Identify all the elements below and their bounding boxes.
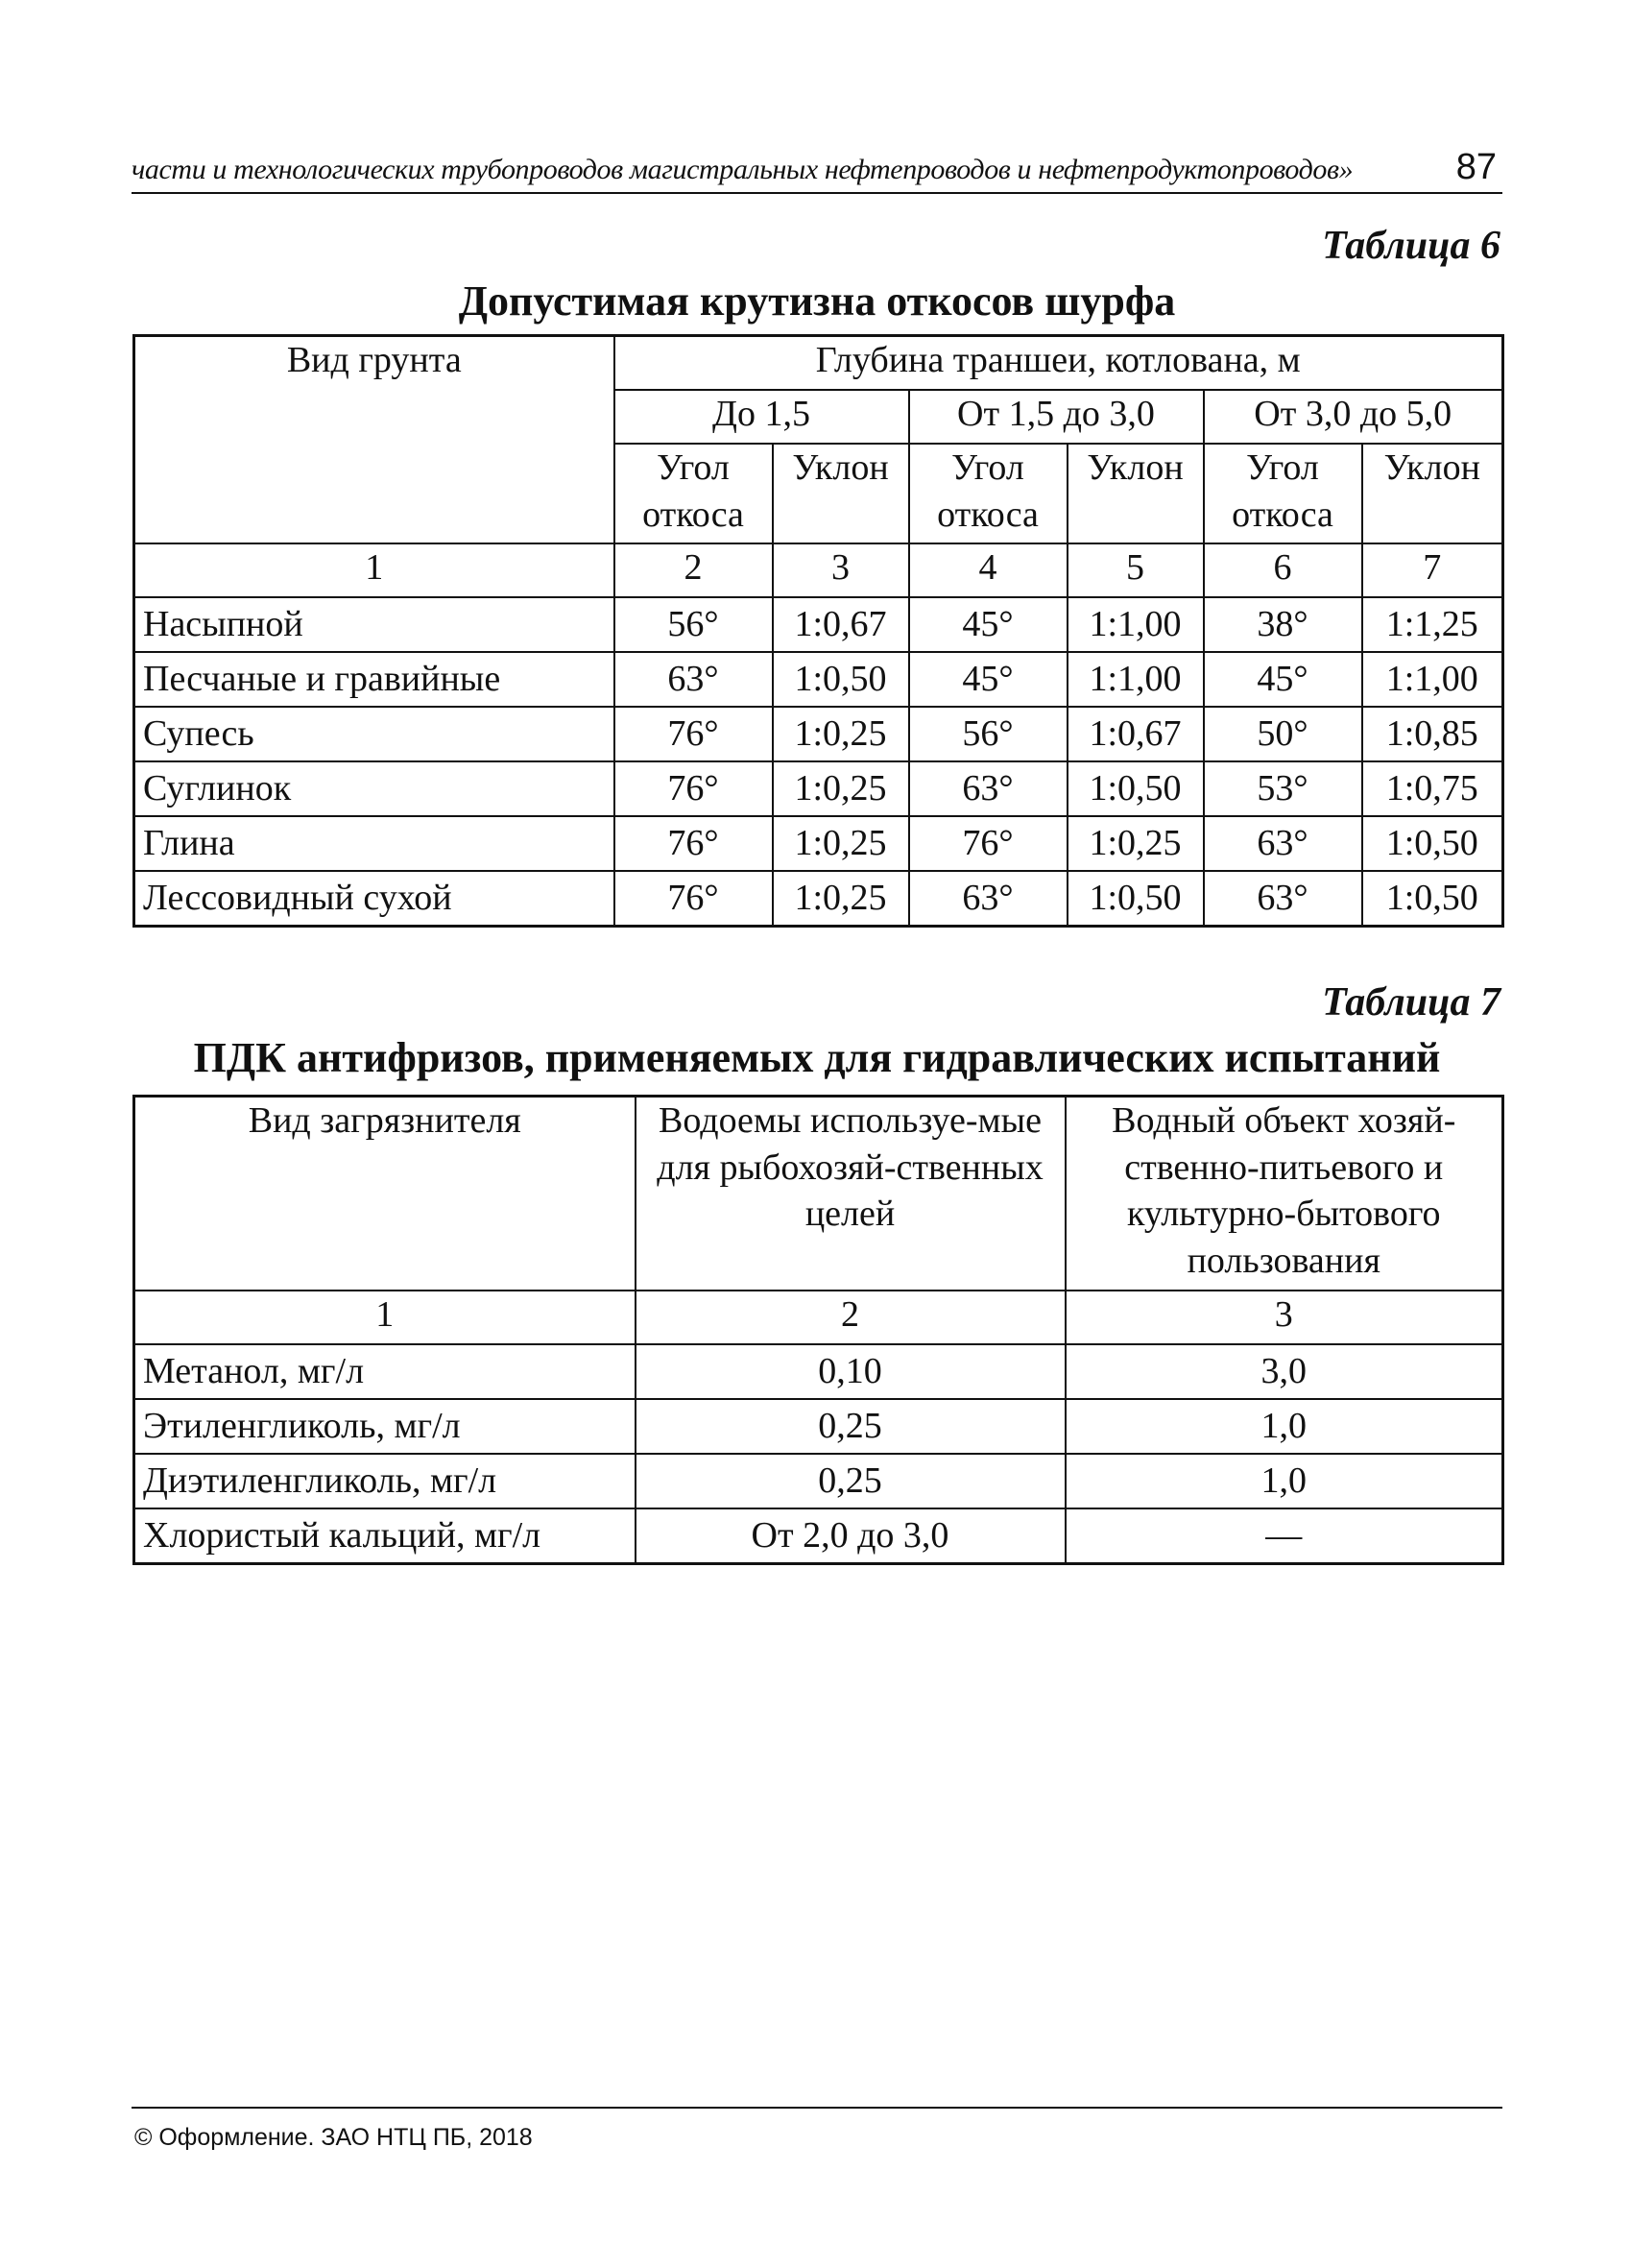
cell: 1:0,50 bbox=[1068, 871, 1204, 927]
table-row bbox=[134, 707, 1503, 761]
antifreeze-mpc-table bbox=[132, 1095, 1504, 1565]
table6-title: Допустимая крутизна откосов шурфа bbox=[458, 277, 1176, 325]
header-range-2: От 1,5 до 3,0 bbox=[909, 390, 1204, 444]
cell: 1:0,25 bbox=[773, 707, 909, 761]
cell: 38° bbox=[1204, 597, 1362, 652]
col-number: 3 bbox=[773, 543, 909, 597]
table7-label: Таблица 7 bbox=[1322, 980, 1500, 1025]
col-number: 1 bbox=[134, 543, 614, 597]
col-number: 2 bbox=[614, 543, 773, 597]
col-number: 5 bbox=[1068, 543, 1204, 597]
cell: 1:0,50 bbox=[1362, 816, 1503, 871]
cell: 63° bbox=[909, 761, 1068, 816]
soil-name: Лессовидный сухой bbox=[134, 871, 614, 927]
cell: 1:1,00 bbox=[1068, 597, 1204, 652]
header-range-3: От 3,0 до 5,0 bbox=[1204, 390, 1503, 444]
col-number: 1 bbox=[134, 1291, 636, 1344]
header-soil-type: Вид грунта bbox=[134, 336, 614, 544]
running-title: части и технологических трубопроводов магистральных нефтепроводов и нефтепродуктопроводов» bbox=[132, 154, 1354, 185]
table-row bbox=[134, 1454, 1503, 1508]
cell: 3,0 bbox=[1066, 1344, 1503, 1399]
pollutant-name: Этиленгликоль, мг/л bbox=[134, 1399, 636, 1454]
cell: 53° bbox=[1204, 761, 1362, 816]
header-angle: Угол откоса bbox=[614, 444, 773, 543]
header-depth: Глубина траншеи, котлована, м bbox=[614, 336, 1503, 391]
column-number-row bbox=[134, 1291, 1503, 1344]
cell: 76° bbox=[614, 761, 773, 816]
cell: От 2,0 до 3,0 bbox=[636, 1508, 1066, 1564]
cell: 1:0,50 bbox=[1068, 761, 1204, 816]
cell: 50° bbox=[1204, 707, 1362, 761]
soil-name: Глина bbox=[134, 816, 614, 871]
col-number: 7 bbox=[1362, 543, 1503, 597]
cell: 76° bbox=[909, 816, 1068, 871]
header-slope: Уклон bbox=[1362, 444, 1503, 543]
page-number: 87 bbox=[1455, 147, 1497, 187]
cell: 45° bbox=[1204, 652, 1362, 707]
pollutant-name: Диэтиленгликоль, мг/л bbox=[134, 1454, 636, 1508]
header-household-waters: Водный объект хозяй-ственно-питьевого и культурно-бытового пользования bbox=[1066, 1097, 1503, 1291]
cell: 1:0,85 bbox=[1362, 707, 1503, 761]
soil-name: Песчаные и гравийные bbox=[134, 652, 614, 707]
cell: 1:0,50 bbox=[773, 652, 909, 707]
cell: 0,10 bbox=[636, 1344, 1066, 1399]
running-header bbox=[132, 144, 1502, 194]
cell: 45° bbox=[909, 652, 1068, 707]
cell: 76° bbox=[614, 871, 773, 927]
cell: 1:1,00 bbox=[1068, 652, 1204, 707]
table-row bbox=[134, 597, 1503, 652]
cell: 1:1,25 bbox=[1362, 597, 1503, 652]
header-slope: Уклон bbox=[773, 444, 909, 543]
soil-name: Суглинок bbox=[134, 761, 614, 816]
col-number: 6 bbox=[1204, 543, 1362, 597]
cell: 1:0,25 bbox=[1068, 816, 1204, 871]
cell: 1:0,67 bbox=[1068, 707, 1204, 761]
col-number: 2 bbox=[636, 1291, 1066, 1344]
cell: — bbox=[1066, 1508, 1503, 1564]
cell: 45° bbox=[909, 597, 1068, 652]
cell: 1,0 bbox=[1066, 1399, 1503, 1454]
cell: 63° bbox=[614, 652, 773, 707]
table-row bbox=[134, 652, 1503, 707]
pollutant-name: Хлористый кальций, мг/л bbox=[134, 1508, 636, 1564]
table-row bbox=[134, 1508, 1503, 1564]
cell: 1,0 bbox=[1066, 1454, 1503, 1508]
table-row bbox=[134, 1344, 1503, 1399]
header-fishery-waters: Водоемы используе-мые для рыбохозяй-ственных целей bbox=[636, 1097, 1066, 1291]
cell: 1:0,50 bbox=[1362, 871, 1503, 927]
col-number: 4 bbox=[909, 543, 1068, 597]
header-angle: Угол откоса bbox=[909, 444, 1068, 543]
cell: 0,25 bbox=[636, 1399, 1066, 1454]
cell: 1:0,25 bbox=[773, 761, 909, 816]
cell: 63° bbox=[1204, 816, 1362, 871]
table6-label: Таблица 6 bbox=[1322, 224, 1500, 268]
col-number: 3 bbox=[1066, 1291, 1503, 1344]
table-row bbox=[134, 871, 1503, 927]
footer-copyright: © Оформление. ЗАО НТЦ ПБ, 2018 bbox=[134, 2124, 533, 2151]
soil-name: Супесь bbox=[134, 707, 614, 761]
table-row bbox=[134, 816, 1503, 871]
slope-steepness-table bbox=[132, 334, 1504, 928]
header-slope: Уклон bbox=[1068, 444, 1204, 543]
footer-divider bbox=[132, 2107, 1502, 2109]
cell: 1:0,67 bbox=[773, 597, 909, 652]
cell: 1:1,00 bbox=[1362, 652, 1503, 707]
cell: 1:0,25 bbox=[773, 816, 909, 871]
header-range-1: До 1,5 bbox=[614, 390, 909, 444]
cell: 0,25 bbox=[636, 1454, 1066, 1508]
table-row bbox=[134, 1399, 1503, 1454]
cell: 76° bbox=[614, 816, 773, 871]
cell: 56° bbox=[614, 597, 773, 652]
column-number-row bbox=[134, 543, 1503, 597]
cell: 63° bbox=[909, 871, 1068, 927]
header-pollutant: Вид загрязнителя bbox=[134, 1097, 636, 1291]
cell: 63° bbox=[1204, 871, 1362, 927]
header-angle: Угол откоса bbox=[1204, 444, 1362, 543]
soil-name: Насыпной bbox=[134, 597, 614, 652]
cell: 1:0,25 bbox=[773, 871, 909, 927]
cell: 76° bbox=[614, 707, 773, 761]
table7-title: ПДК антифризов, применяемых для гидравлических испытаний bbox=[193, 1034, 1441, 1081]
cell: 1:0,75 bbox=[1362, 761, 1503, 816]
table-row bbox=[134, 761, 1503, 816]
pollutant-name: Метанол, мг/л bbox=[134, 1344, 636, 1399]
cell: 56° bbox=[909, 707, 1068, 761]
